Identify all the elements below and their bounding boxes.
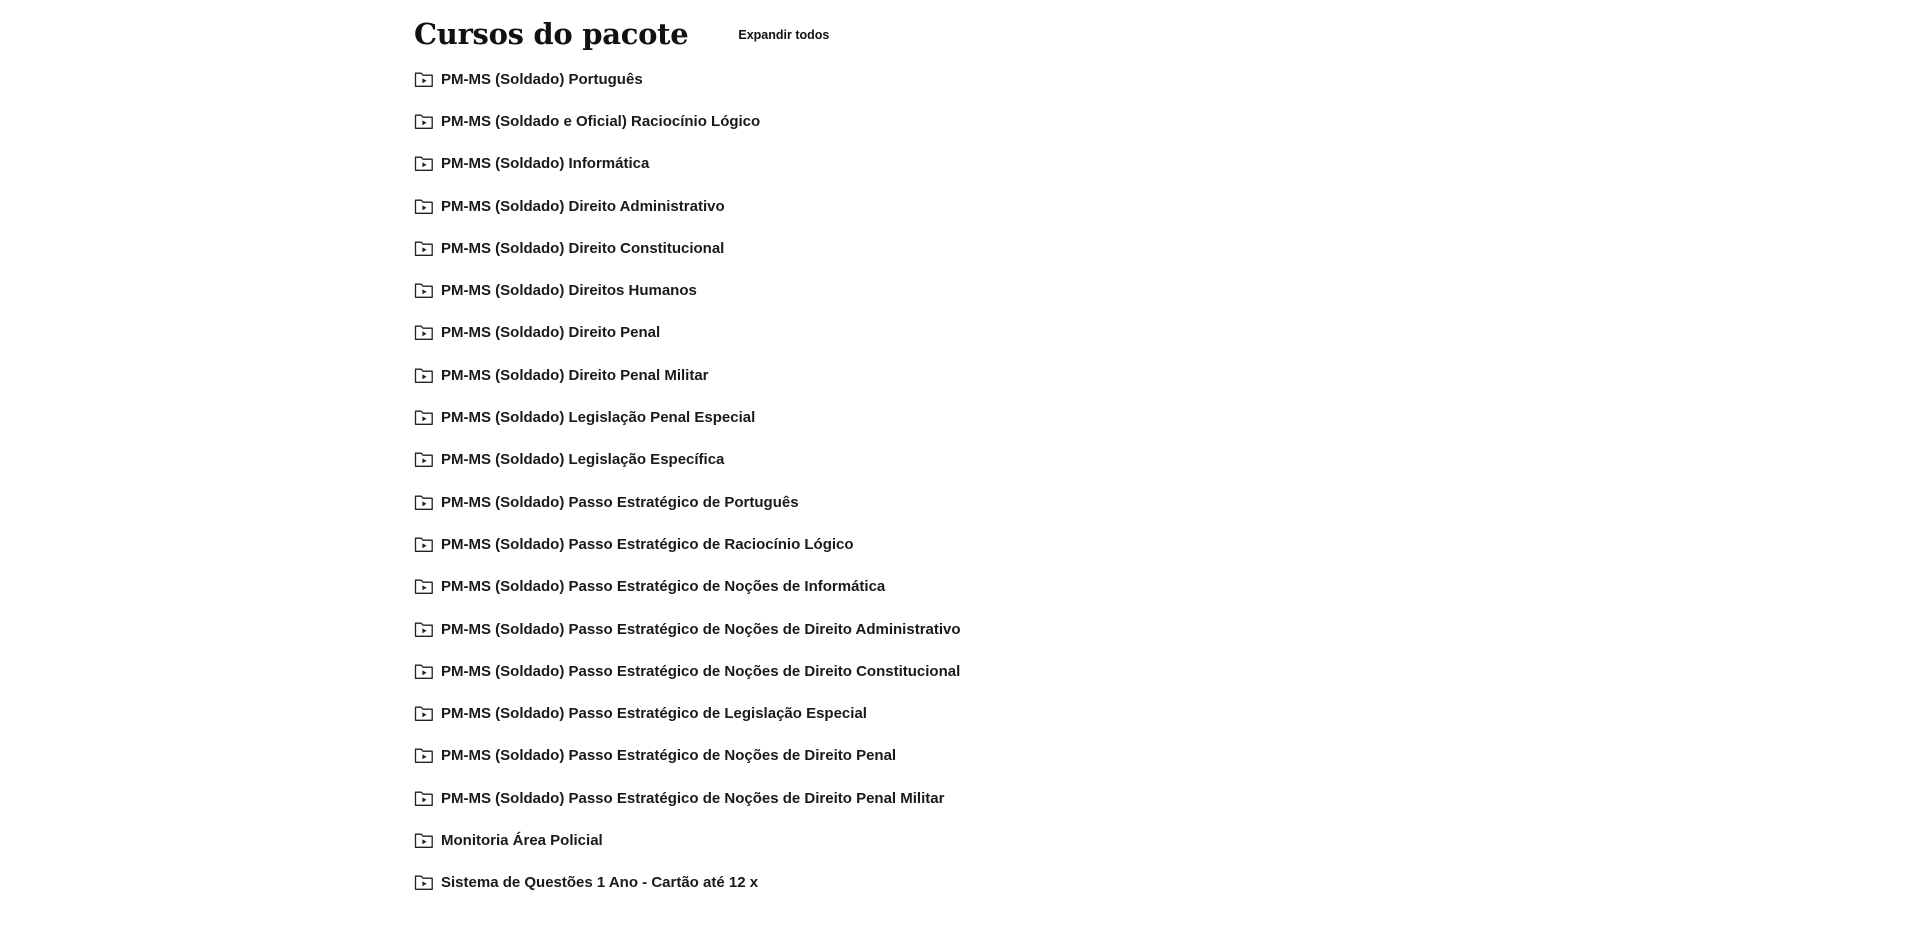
- folder-play-icon: [414, 747, 434, 764]
- package-courses-section: [414, 14, 1514, 904]
- course-item[interactable]: [414, 227, 1514, 269]
- folder-play-icon: [414, 621, 434, 638]
- course-title: PM-MS (Soldado) Português: [441, 70, 643, 88]
- course-item[interactable]: [414, 269, 1514, 311]
- folder-play-icon: [414, 451, 434, 468]
- course-title: PM-MS (Soldado e Oficial) Raciocínio Lógico: [441, 112, 761, 130]
- course-list: [414, 58, 1514, 904]
- course-title: PM-MS (Soldado) Direito Penal Militar: [441, 366, 709, 384]
- folder-play-icon: [414, 663, 434, 680]
- folder-play-icon: [414, 578, 434, 595]
- course-item[interactable]: [414, 354, 1514, 396]
- course-item[interactable]: [414, 862, 1514, 904]
- folder-play-icon: [414, 536, 434, 553]
- course-title: PM-MS (Soldado) Passo Estratégico de Legislação Especial: [441, 705, 867, 723]
- course-title: PM-MS (Soldado) Passo Estratégico de Noções de Direito Penal Militar: [441, 789, 945, 807]
- course-item[interactable]: [414, 650, 1514, 692]
- course-item[interactable]: [414, 58, 1514, 100]
- course-title: PM-MS (Soldado) Informática: [441, 155, 650, 173]
- course-title: PM-MS (Soldado) Direito Constitucional: [441, 239, 725, 257]
- course-item[interactable]: [414, 185, 1514, 227]
- section-title: Cursos do pacote: [414, 17, 689, 51]
- course-item[interactable]: [414, 312, 1514, 354]
- folder-play-icon: [414, 155, 434, 172]
- course-title: PM-MS (Soldado) Passo Estratégico de Raciocínio Lógico: [441, 535, 854, 553]
- folder-play-icon: [414, 409, 434, 426]
- course-item[interactable]: [414, 692, 1514, 734]
- course-title: PM-MS (Soldado) Passo Estratégico de Noções de Informática: [441, 578, 886, 596]
- folder-play-icon: [414, 71, 434, 88]
- folder-play-icon: [414, 367, 434, 384]
- course-item[interactable]: [414, 777, 1514, 819]
- course-item[interactable]: [414, 523, 1514, 565]
- course-item[interactable]: [414, 608, 1514, 650]
- course-title: PM-MS (Soldado) Passo Estratégico de Noções de Direito Administrativo: [441, 620, 961, 638]
- course-item[interactable]: [414, 566, 1514, 608]
- course-item[interactable]: [414, 396, 1514, 438]
- course-title: Monitoria Área Policial: [441, 831, 603, 849]
- section-header: [414, 14, 1514, 54]
- course-title: PM-MS (Soldado) Passo Estratégico de Português: [441, 493, 799, 511]
- folder-play-icon: [414, 240, 434, 257]
- folder-play-icon: [414, 282, 434, 299]
- expand-all-button[interactable]: Expandir todos: [738, 28, 830, 42]
- course-title: PM-MS (Soldado) Legislação Específica: [441, 451, 725, 469]
- folder-play-icon: [414, 494, 434, 511]
- course-title: Sistema de Questões 1 Ano - Cartão até 12 x: [441, 874, 759, 892]
- course-item[interactable]: [414, 439, 1514, 481]
- course-item[interactable]: [414, 481, 1514, 523]
- course-title: PM-MS (Soldado) Legislação Penal Especial: [441, 409, 756, 427]
- folder-play-icon: [414, 324, 434, 341]
- folder-play-icon: [414, 832, 434, 849]
- course-title: PM-MS (Soldado) Direito Penal: [441, 324, 661, 342]
- course-item[interactable]: [414, 100, 1514, 142]
- course-title: PM-MS (Soldado) Direito Administrativo: [441, 197, 725, 215]
- folder-play-icon: [414, 705, 434, 722]
- folder-play-icon: [414, 790, 434, 807]
- course-title: PM-MS (Soldado) Passo Estratégico de Noções de Direito Penal: [441, 747, 897, 765]
- course-item[interactable]: [414, 735, 1514, 777]
- course-title: PM-MS (Soldado) Direitos Humanos: [441, 282, 697, 300]
- course-item[interactable]: [414, 819, 1514, 861]
- folder-play-icon: [414, 113, 434, 130]
- course-item[interactable]: [414, 143, 1514, 185]
- folder-play-icon: [414, 874, 434, 891]
- folder-play-icon: [414, 198, 434, 215]
- course-title: PM-MS (Soldado) Passo Estratégico de Noções de Direito Constitucional: [441, 662, 961, 680]
